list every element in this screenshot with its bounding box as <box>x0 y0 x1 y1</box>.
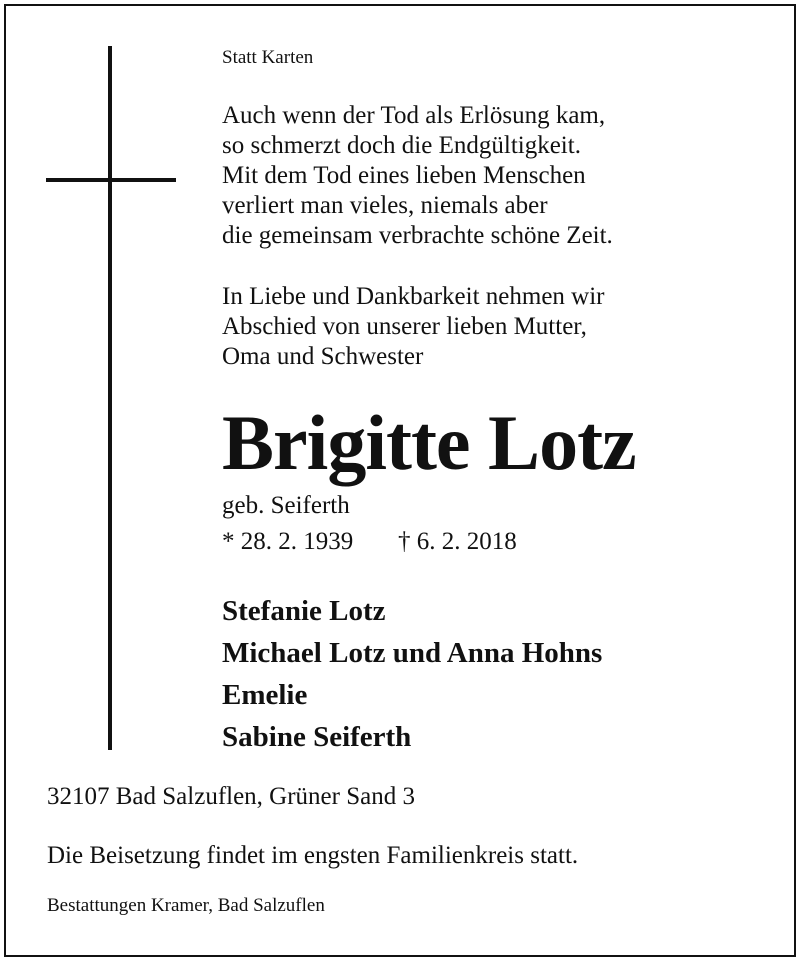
poem-line: Auch wenn der Tod als Erlösung kam, <box>222 102 606 129</box>
cross-icon-crossbar <box>46 178 176 182</box>
poem-line: verliert man vieles, niemals aber <box>222 192 548 219</box>
farewell-line: Abschied von unserer lieben Mutter, <box>222 313 587 340</box>
farewell-line: Oma und Schwester <box>222 343 424 370</box>
mourner-name: Michael Lotz und Anna Hohns <box>222 637 603 669</box>
poem-block <box>222 101 613 251</box>
mourner-name: Emelie <box>222 679 308 711</box>
poem-line: so schmerzt doch die Endgültigkeit. <box>222 132 581 159</box>
maiden-name: geb. Seiferth <box>222 492 350 519</box>
poem-line: Mit dem Tod eines lieben Menschen <box>222 162 586 189</box>
birth-date: * 28. 2. 1939 <box>222 528 354 555</box>
mourner-name: Sabine Seiferth <box>222 721 412 753</box>
mourner-name: Stefanie Lotz <box>222 595 386 627</box>
address: 32107 Bad Salzuflen, Grüner Sand 3 <box>47 783 415 810</box>
statt-karten-label: Statt Karten <box>222 47 314 68</box>
funeral-note: Die Beisetzung findet im engsten Familienkreis statt. <box>47 842 579 869</box>
poem-line: die gemeinsam verbrachte schöne Zeit. <box>222 222 613 249</box>
undertaker: Bestattungen Kramer, Bad Salzuflen <box>47 895 325 916</box>
deceased-name: Brigitte Lotz <box>222 399 636 486</box>
farewell-line: In Liebe und Dankbarkeit nehmen wir <box>222 283 605 310</box>
farewell-block <box>222 282 605 372</box>
death-date: † 6. 2. 2018 <box>398 528 517 555</box>
cross-icon <box>108 46 112 750</box>
mourners-list <box>222 590 602 758</box>
